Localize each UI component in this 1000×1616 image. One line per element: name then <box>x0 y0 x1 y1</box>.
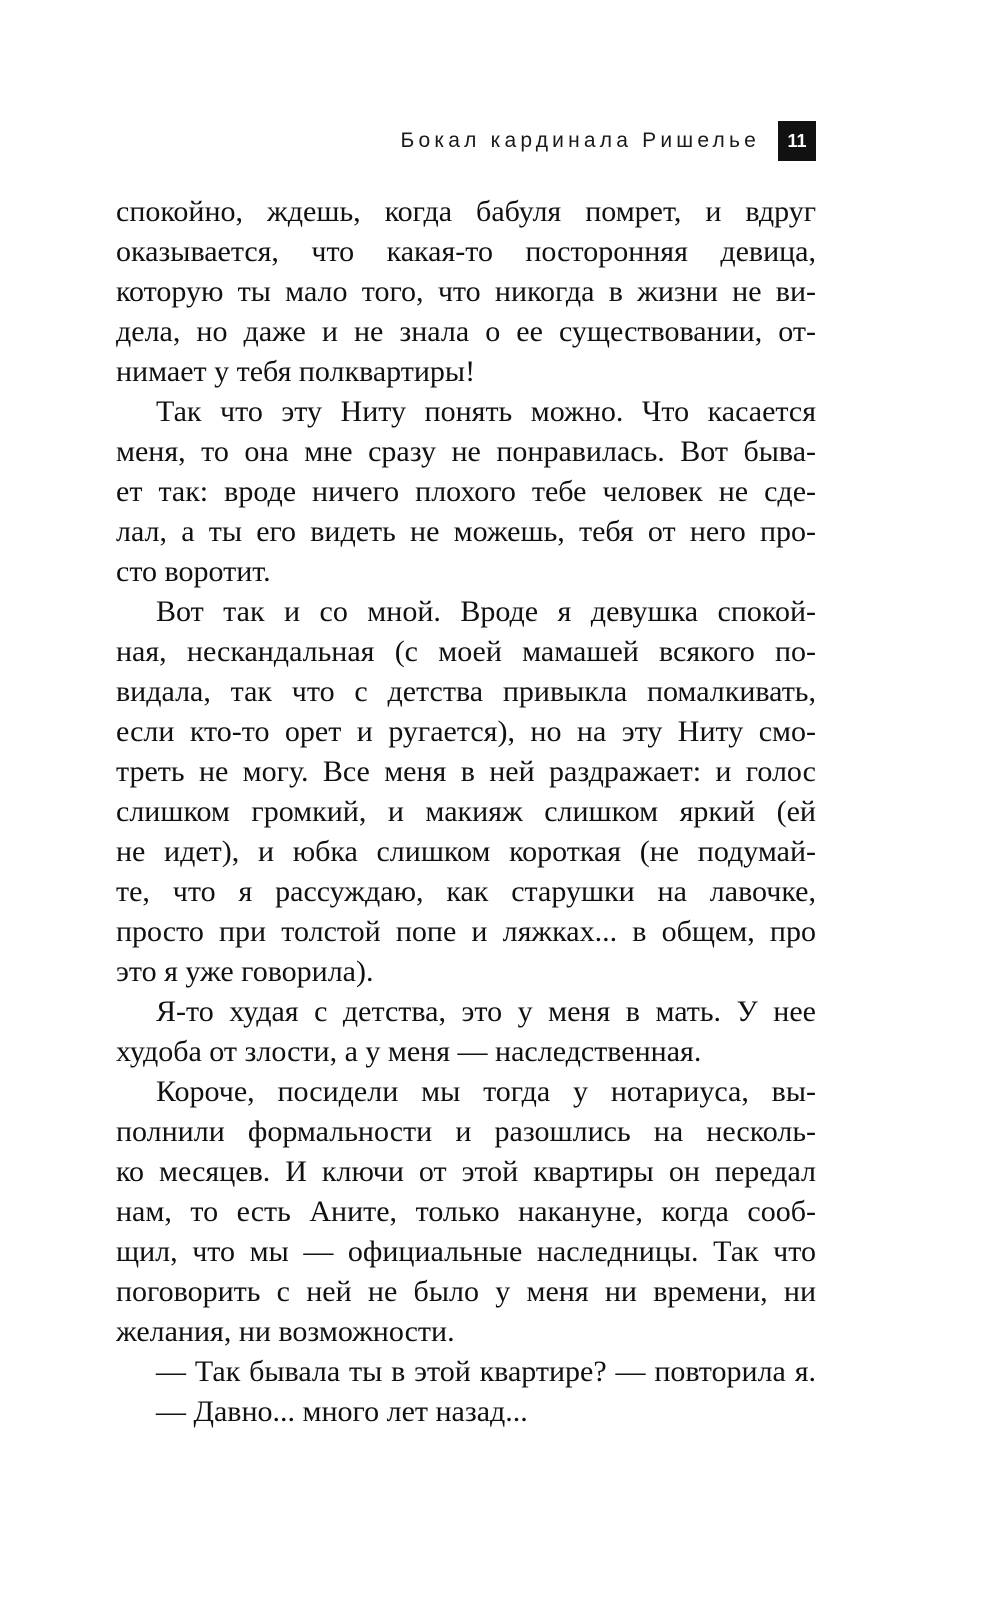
text-line: ко месяцев. И ключи от этой квартиры он передал <box>116 1155 816 1188</box>
text-line: ет так: вроде ничего плохого тебе человек не сде- <box>116 475 816 508</box>
text-line: те, что я рассуждаю, как старушки на лавочке, <box>116 875 816 908</box>
text-line: Вот так и со мной. Вроде я девушка спокой- <box>156 595 816 628</box>
text-line: полнили формальности и разошлись на несколь- <box>116 1115 816 1148</box>
book-title: Бокал кардинала Ришелье <box>400 129 760 152</box>
text-line: которую ты мало того, что никогда в жизни не ви- <box>116 275 816 308</box>
text-line: треть не могу. Все меня в ней раздражает: и голос <box>116 755 816 788</box>
text-line: меня, то она мне сразу не понравилась. Вот быва- <box>116 435 816 468</box>
text-line: Так что эту Ниту понять можно. Что касается <box>156 395 816 428</box>
text-line: щил, что мы — официальные наследницы. Так что <box>116 1235 816 1268</box>
text-line: нам, то есть Аните, только накануне, когда сооб- <box>116 1195 816 1228</box>
text-line: это я уже говорила). <box>116 955 374 988</box>
text-line: оказывается, что какая-то посторонняя девица, <box>116 235 816 268</box>
text-line: если кто-то орет и ругается), но на эту Ниту смо- <box>116 715 816 748</box>
text-line: — Так бывала ты в этой квартире? — повторила я. <box>156 1355 816 1388</box>
body-text <box>116 192 816 1432</box>
text-line: Короче, посидели мы тогда у нотариуса, вы- <box>156 1075 816 1108</box>
text-line: слишком громкий, и макияж слишком яркий (ей <box>116 795 816 828</box>
text-line: худоба от злости, а у меня — наследственная. <box>116 1035 702 1068</box>
text-line: Я-то худая с детства, это у меня в мать. У нее <box>156 995 816 1028</box>
text-line: сто воротит. <box>116 555 271 588</box>
text-line: не идет), и юбка слишком короткая (не подумай- <box>116 835 816 868</box>
text-line: желания, ни возможности. <box>116 1315 455 1348</box>
page-number: 11 <box>778 121 816 161</box>
text-line: лал, а ты его видеть не можешь, тебя от него про- <box>116 515 816 548</box>
text-line: видала, так что с детства привыкла помалкивать, <box>116 675 816 708</box>
text-line: просто при толстой попе и ляжках... в общем, про <box>116 915 816 948</box>
text-line: поговорить с ней не было у меня ни времени, ни <box>116 1275 816 1308</box>
running-header <box>401 120 816 162</box>
text-line: — Давно... много лет назад... <box>156 1395 528 1428</box>
text-line: дела, но даже и не знала о ее существовании, от- <box>116 315 816 348</box>
text-line: спокойно, ждешь, когда бабуля помрет, и вдруг <box>116 195 816 228</box>
text-line: нимает у тебя полквартиры! <box>116 355 476 388</box>
text-line: ная, нескандальная (с моей мамашей всякого по- <box>116 635 816 668</box>
